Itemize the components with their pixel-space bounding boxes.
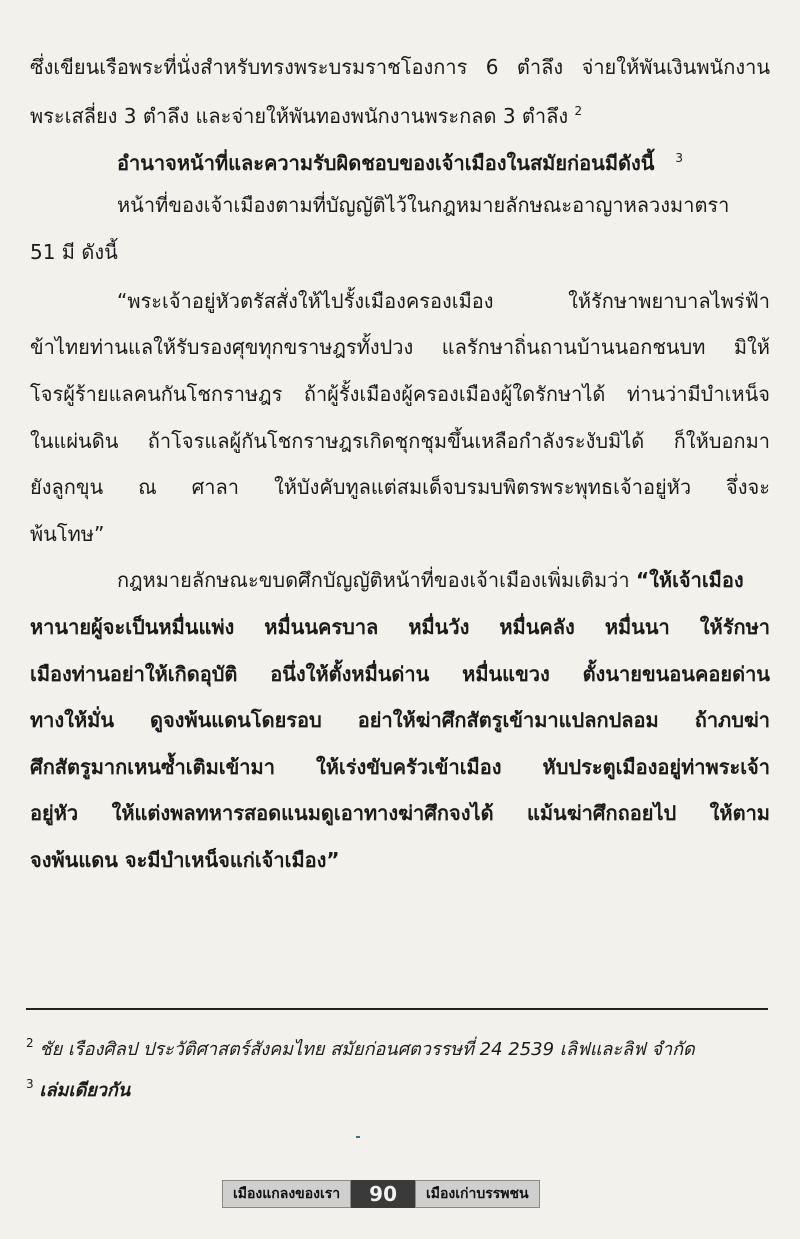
word: ให้ตาม: [709, 801, 770, 825]
word: อย่าให้ฆ่าศึกสัตรูเข้ามาแปลกปลอม: [357, 708, 659, 732]
word: หานายผู้จะเป็นหมื่นแพ่ง: [30, 615, 235, 639]
footnote-number: 3: [26, 1077, 34, 1091]
footnote-text: ชัย เรืองศิลป ประวัติศาสตร์สังคมไทย สมัยก่อนศตวรรษที่ 24 2539 เลิฟและลิฟ จำกัด: [39, 1039, 695, 1060]
quote-line: [30, 334, 770, 360]
word: ถ้าโจรแลผู้กันโชกราษฎรเกิดชุกชุมขึ้นเหลือกำลังระงับมิได้: [147, 429, 645, 453]
word: ณ: [138, 475, 157, 499]
word: หมื่นวัง: [408, 615, 470, 639]
word: ตั้งนายขนอนคอยด่าน: [582, 662, 770, 686]
word: ข้าไทยท่านแลให้รับรองศุขทุกขราษฎรทั้งปวง: [30, 335, 414, 359]
word: ในแผ่นดิน: [30, 429, 119, 453]
quote-line: [30, 381, 770, 407]
word: แลรักษาถิ่นถานบ้านนอกชนบท: [441, 335, 706, 359]
text-run: กฎหมายลักษณะขบดศึกบัญญัติหน้าที่ของเจ้าเมืองเพิ่มเติมว่า: [117, 568, 636, 592]
word: ให้รักษาพยาบาลไพร่ฟ้า: [568, 289, 770, 313]
quote-line: [30, 754, 770, 780]
heading-text: อำนาจหน้าที่และความรับผิดชอบของเจ้าเมืองในสมัยก่อนมีดังนี้: [117, 151, 655, 175]
quote-line: [30, 661, 770, 687]
quote-line: [30, 474, 770, 500]
footer-right-label: เมืองเก่าบรรพชน: [415, 1180, 540, 1208]
word: หมื่นนา: [604, 615, 670, 639]
footnote: [26, 1072, 130, 1103]
word: “พระเจ้าอยู่หัวตรัสสั่งให้ไปรั้งเมืองครองเมือง: [117, 289, 494, 313]
word: จ่ายให้พันเงินพนักงาน: [581, 55, 770, 79]
word: หับประตูเมืองอยู่ท่าพระเจ้า: [542, 755, 770, 779]
word: โจรผู้ร้ายแลคนกันโชกราษฎร: [30, 382, 283, 406]
word: อยู่หัว: [30, 801, 79, 825]
page-footer: [222, 1180, 540, 1208]
page-number: 90: [351, 1180, 415, 1208]
word: ท่านว่ามีบำเหน็จ: [626, 382, 770, 406]
word: ถ้าภบฆ่า: [694, 708, 770, 732]
word: ศาลา: [191, 475, 240, 499]
quote-line: [30, 428, 770, 454]
quote-line: [30, 614, 770, 640]
text-line: [30, 54, 770, 80]
quote-line: พ้นโทษ”: [30, 522, 105, 546]
word: หมื่นคลัง: [499, 615, 575, 639]
word: เมืองท่านอย่าให้เกิดอุบัติ: [30, 662, 238, 686]
text-line: [30, 98, 582, 129]
text-run: พระเสลี่ยง 3 ตำลึง และจ่ายให้พันทองพนักงานพระกลด 3 ตำลึง: [30, 104, 569, 128]
word: ก็ให้บอกมา: [673, 429, 770, 453]
footer-left-label: เมืองแกลงของเรา: [222, 1180, 351, 1208]
footnote-text: เล่มเดียวกัน: [39, 1080, 131, 1101]
word: จึ่งจะ: [726, 475, 770, 499]
word: ทางให้มั่น: [30, 708, 114, 732]
word: ซึ่งเขียนเรือพระที่นั่งสำหรับทรงพระบรมราชโองการ: [30, 55, 468, 79]
quote-line: จงพ้นแดน จะมีบำเหน็จแก่เจ้าเมือง”: [30, 848, 340, 872]
footnote-number: 2: [26, 1036, 34, 1050]
word: ตำลึง: [516, 55, 564, 79]
word: ให้รักษา: [699, 615, 770, 639]
word: ยังลูกขุน: [30, 475, 104, 499]
word: ศึกสัตรูมากเหนซ้ำเติมเข้ามา: [30, 755, 275, 779]
word: มิให้: [733, 335, 770, 359]
word: หน้าที่ของเจ้าเมืองตามที่บัญญัติไว้ในกฎหมายลักษณะอาญาหลวงมาตรา: [117, 193, 730, 217]
text-line: 51 มี ดังนี้: [30, 240, 118, 264]
word: ดูจงพ้นแดนโดยรอบ: [149, 708, 322, 732]
word: แม้นฆ่าศึกถอยไป: [526, 801, 677, 825]
section-heading: [117, 145, 683, 176]
word: ให้บังคับทูลแต่สมเด็จบรมบพิตรพระพุทธเจ้าอยู่หัว: [273, 475, 692, 499]
word: อนึ่งให้ตั้งหมื่นด่าน: [270, 662, 430, 686]
footnote-ref: 2: [574, 104, 583, 118]
footnote-divider: [26, 1008, 768, 1010]
word: ให้แต่งพลทหารสอดแนมดูเอาทางฆ่าศึกจงได้: [111, 801, 494, 825]
word: ถ้าผู้รั้งเมืองผู้ครองเมืองผู้ใดรักษาได้: [303, 382, 606, 406]
text-run-bold: “ให้เจ้าเมือง: [635, 568, 744, 592]
word: หมื่นนครบาล: [264, 615, 379, 639]
text-line: [117, 567, 744, 593]
quote-line: [30, 800, 770, 826]
quote-line: [30, 707, 770, 733]
ink-mark: [356, 1136, 360, 1138]
text-line: [117, 192, 770, 218]
footnote: [26, 1031, 695, 1062]
word: หมื่นแขวง: [462, 662, 550, 686]
quote-line: [117, 288, 770, 314]
word: 6: [485, 55, 499, 79]
word: ให้เร่งขับครัวเข้าเมือง: [315, 755, 502, 779]
footnote-ref: 3: [675, 151, 683, 165]
